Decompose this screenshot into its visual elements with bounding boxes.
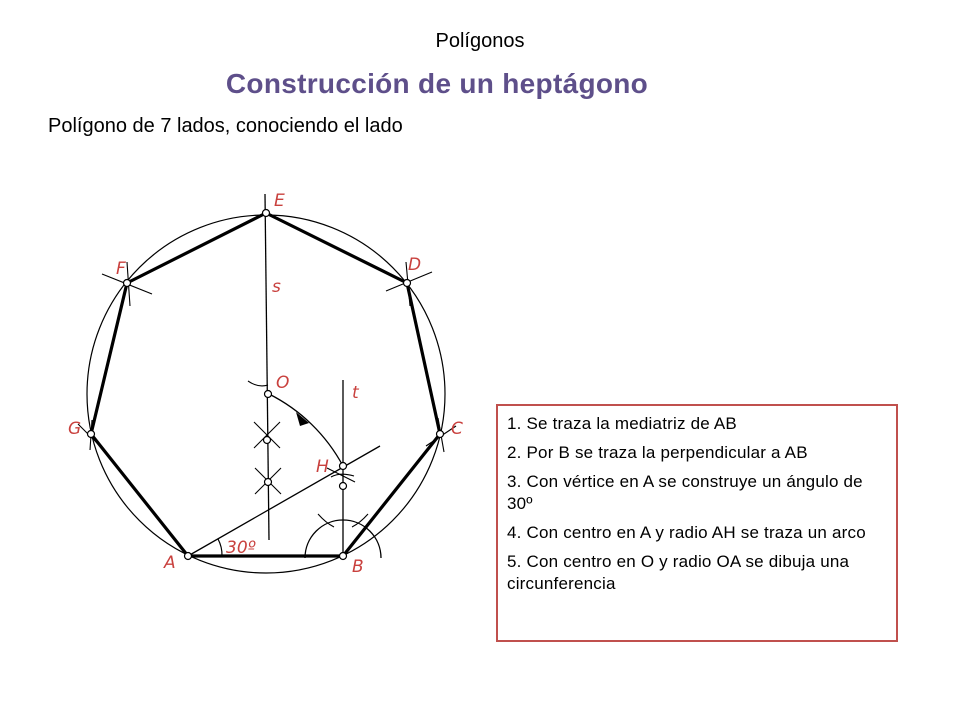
- steps-box: [496, 404, 898, 642]
- point-g: [88, 431, 95, 438]
- point-bisector-2: [265, 479, 272, 486]
- point-a: [185, 553, 192, 560]
- point-t-arc: [340, 483, 347, 490]
- label-g: G: [68, 419, 82, 439]
- label-angle: 30º: [226, 538, 256, 558]
- page-title: Construcción de un heptágono: [225, 68, 649, 99]
- point-f: [124, 280, 131, 287]
- point-h: [340, 463, 347, 470]
- label-e: E: [274, 191, 285, 211]
- step-5: 5. Con centro en O y radio OA se dibuja una circunferencia: [507, 552, 850, 593]
- point-bisector-1: [264, 437, 271, 444]
- page-subtitle: Polígono de 7 lados, conociendo el lado: [48, 115, 403, 137]
- step-1: 1. Se traza la mediatriz de AB: [507, 414, 737, 433]
- label-s: s: [272, 277, 281, 297]
- perpendicular-bisector-s: [265, 194, 269, 540]
- label-f: F: [116, 259, 126, 279]
- label-o: O: [276, 373, 290, 393]
- point-d: [404, 280, 411, 287]
- arc-angle-30: [218, 539, 222, 556]
- step-3: 3. Con vértice en A se construye un ángulo de 30º: [507, 472, 863, 513]
- arc-radius-ah: [269, 394, 343, 466]
- point-c: [437, 431, 444, 438]
- step-4: 4. Con centro en A y radio AH se traza un arco: [507, 523, 866, 542]
- label-b: B: [352, 557, 364, 577]
- point-e: [263, 210, 270, 217]
- subject-heading: Polígonos: [435, 30, 525, 52]
- label-c: C: [451, 419, 463, 439]
- step-2: 2. Por B se traza la perpendicular a AB: [507, 443, 808, 462]
- label-h: H: [316, 457, 329, 477]
- point-o: [265, 391, 272, 398]
- angle-30-line: [188, 446, 380, 556]
- label-t: t: [352, 383, 359, 403]
- label-d: D: [408, 255, 422, 275]
- point-b: [340, 553, 347, 560]
- label-a: A: [164, 553, 176, 573]
